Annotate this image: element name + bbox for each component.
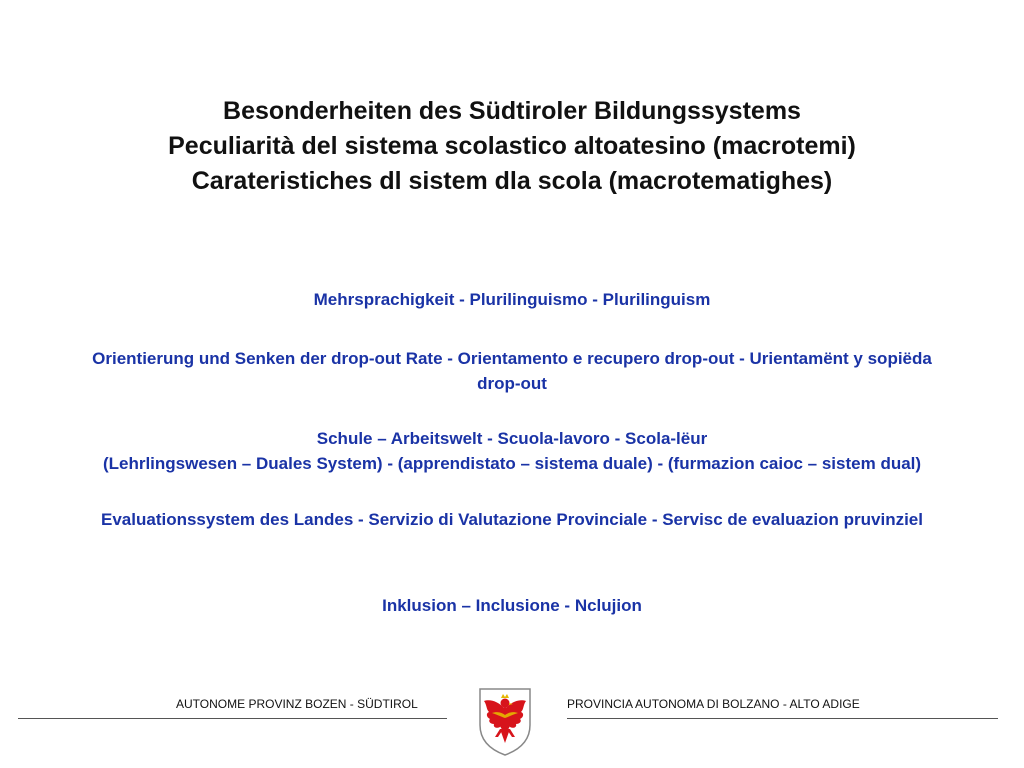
topic-inclusion: [20, 593, 1004, 618]
topic-school-work-line-2: (Lehrlingswesen – Duales System) - (apprendistato – sistema duale) - (furmazion caioc – sistem dual): [102, 454, 922, 473]
title-german: Besonderheiten des Südtiroler Bildungssystems: [223, 97, 801, 125]
topic-dropout-line-1: Orientierung und Senken der drop-out Rate - Orientamento e recupero drop-out - Urientamënt y sopiëda: [92, 349, 932, 368]
title-ladin: Carateristiches dl sistem dla scola (macrotematighes): [191, 167, 833, 195]
footer-divider-left: [18, 718, 447, 719]
topic-dropout-line-2: drop-out: [477, 374, 547, 393]
footer-divider-right: [567, 718, 998, 719]
topic-evaluation-text: Evaluationssystem des Landes - Servizio di Valutazione Provinciale - Servisc de evaluazion pruvinziel: [101, 510, 923, 529]
footer-label-italian: PROVINCIA AUTONOMA DI BOLZANO - ALTO ADIGE: [567, 697, 860, 711]
coat-of-arms-icon: [478, 687, 532, 757]
topic-evaluation: [20, 507, 1004, 532]
title-italian: Peculiarità del sistema scolastico altoatesino (macrotemi): [168, 132, 856, 160]
topic-dropout: [20, 346, 1004, 396]
slide-title: [0, 94, 1024, 199]
footer-label-german: AUTONOME PROVINZ BOZEN - SÜDTIROL: [176, 697, 418, 711]
topic-plurilingualism-text: Mehrsprachigkeit - Plurilinguismo - Plurilinguism: [313, 290, 711, 309]
topic-school-work-line-1: Schule – Arbeitswelt - Scuola-lavoro - Scola-lëur: [316, 429, 708, 448]
topic-inclusion-text: Inklusion – Inclusione - Nclujion: [382, 596, 642, 615]
topic-school-work: [20, 426, 1004, 476]
topic-plurilingualism: [20, 287, 1004, 312]
